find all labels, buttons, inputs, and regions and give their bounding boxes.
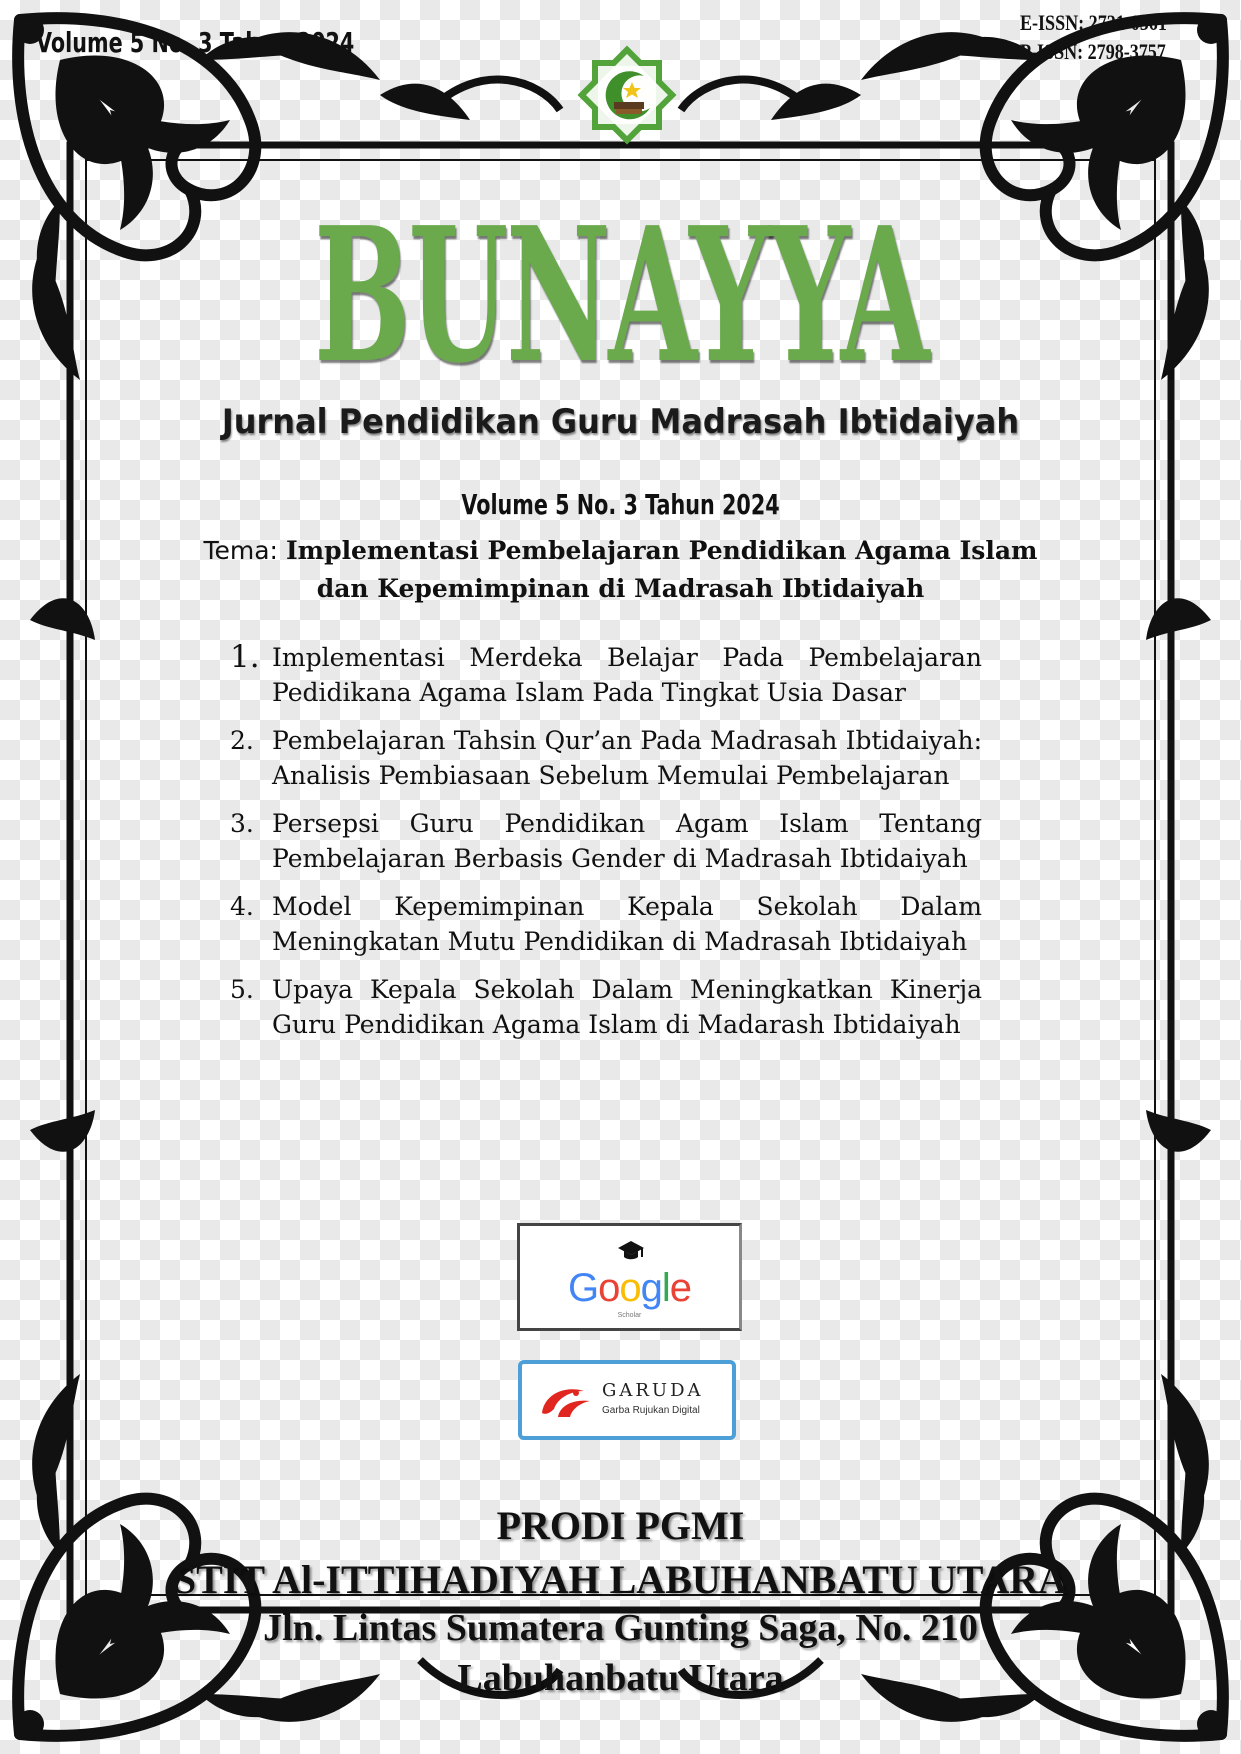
theme-label: Tema: bbox=[203, 536, 278, 565]
journal-subtitle: Jurnal Pendidikan Guru Madrasah Ibtidaiyah bbox=[221, 402, 1020, 442]
article-item bbox=[230, 806, 982, 876]
article-number: 5. bbox=[230, 975, 254, 1004]
footer-city: Labuhanbatu Utara bbox=[457, 1657, 784, 1699]
garuda-tagline: Garba Rujukan Digital bbox=[602, 1405, 700, 1416]
journal-emblem-icon bbox=[574, 42, 680, 148]
garuda-badge[interactable] bbox=[518, 1360, 736, 1440]
google-logo-text bbox=[520, 1266, 739, 1311]
article-title: Model Kepemimpinan Kepala Sekolah Dalam Meningkatan Mutu Pendidikan di Madrasah Ibtidaiyah bbox=[272, 892, 982, 956]
article-item bbox=[230, 972, 982, 1042]
article-title: Implementasi Merdeka Belajar Pada Pembelajaran Pedidikana Agama Islam Pada Tingkat Usia Dasar bbox=[272, 643, 982, 707]
theme-block bbox=[140, 532, 1101, 608]
google-wordmark: Google bbox=[567, 1266, 691, 1310]
issn-block bbox=[1020, 8, 1167, 66]
article-list bbox=[230, 640, 982, 1055]
article-item bbox=[230, 640, 982, 710]
article-title: Upaya Kepala Sekolah Dalam Meningkatkan Kinerja Guru Pendidikan Agama Islam di Madarash Ibtidaiyah bbox=[272, 975, 982, 1039]
garuda-logo-icon bbox=[538, 1383, 594, 1421]
article-number: 1. bbox=[230, 639, 260, 675]
e-issn: E-ISSN: 2721-0561 bbox=[1020, 10, 1167, 35]
theme-line-2: dan Kepemimpinan di Madrasah Ibtidaiyah bbox=[316, 574, 925, 603]
article-title: Persepsi Guru Pendidikan Agam Islam Tentang Pembelajaran Berbasis Gender di Madrasah Ibtidaiyah bbox=[272, 809, 982, 873]
article-number: 3. bbox=[230, 809, 254, 838]
footer-program: PRODI PGMI bbox=[496, 1503, 745, 1548]
article-number: 2. bbox=[230, 726, 254, 755]
article-item bbox=[230, 723, 982, 793]
journal-title: BUNAYYA bbox=[313, 186, 928, 404]
volume-top-left: Volume 5 No. 3 Tahun 2024 bbox=[36, 26, 355, 59]
footer-address: Jln. Lintas Sumatera Gunting Saga, No. 210 bbox=[263, 1607, 978, 1649]
google-scholar-sub: Scholar bbox=[617, 1312, 642, 1319]
theme-line-1: Implementasi Pembelajaran Pendidikan Agama Islam bbox=[285, 536, 1038, 565]
article-item bbox=[230, 889, 982, 959]
article-title: Pembelajaran Tahsin Qur’an Pada Madrasah Ibtidaiyah: Analisis Pembiasaan Sebelum Memulai Pembelajaran bbox=[272, 726, 982, 790]
graduation-cap-icon bbox=[617, 1240, 645, 1264]
google-scholar-badge[interactable] bbox=[517, 1223, 742, 1331]
volume-center: Volume 5 No. 3 Tahun 2024 bbox=[461, 488, 780, 521]
article-number: 4. bbox=[230, 892, 254, 921]
footer-institution: STIT Al-ITTIHADIYAH LABUHANBATU UTARA bbox=[173, 1557, 1068, 1602]
p-issn: P-ISSN: 2798-3757 bbox=[1020, 39, 1166, 64]
garuda-name: GARUDA bbox=[602, 1380, 704, 1401]
